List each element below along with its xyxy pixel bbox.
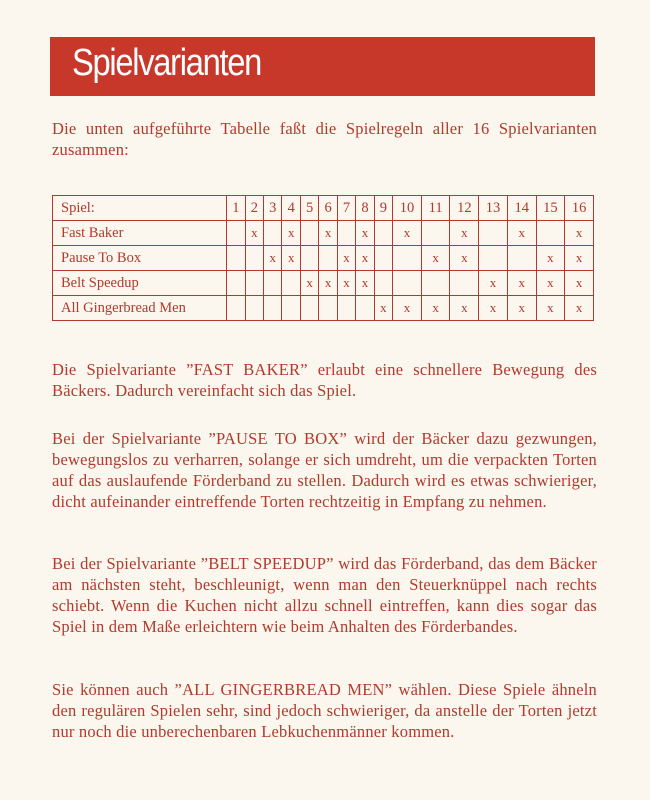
rule-cell: x	[536, 246, 565, 271]
rule-cell	[245, 271, 263, 296]
rule-cell: x	[337, 246, 355, 271]
rule-cell: x	[536, 296, 565, 321]
column-header: 14	[507, 196, 536, 221]
table-row	[53, 246, 594, 271]
page-title: Spielvarianten	[72, 42, 262, 84]
rule-cell	[337, 296, 355, 321]
table-row	[53, 271, 594, 296]
paragraph-belt-speedup: Bei der Spielvariante ”BELT SPEEDUP” wird das Förderband, das dem Bäcker am nächsten steht, beschleunigt, wenn man den Steuerknüppel nach rechts schiebt. Wenn die Kuchen nicht allzu schnell eintreffen, kann dies sogar das Spiel in dem Maße erleichtern wie beim Anhalten des Förderbandes.	[52, 554, 597, 636]
rule-cell: x	[282, 246, 300, 271]
row-label: All Gingerbread Men	[53, 296, 227, 321]
rule-cell	[536, 221, 565, 246]
column-header: 15	[536, 196, 565, 221]
column-header: 5	[300, 196, 318, 221]
rule-cell	[300, 296, 318, 321]
rule-cell	[479, 221, 508, 246]
rule-cell: x	[319, 221, 337, 246]
rule-cell: x	[565, 296, 594, 321]
column-header: 3	[264, 196, 282, 221]
rule-cell: x	[450, 221, 479, 246]
variants-table	[52, 195, 594, 321]
rule-cell: x	[300, 271, 318, 296]
rule-cell	[507, 246, 536, 271]
column-header: 11	[421, 196, 450, 221]
paragraph-pause-to-box: Bei der Spielvariante ”PAUSE TO BOX” wird der Bäcker dazu gezwungen, bewegungslos zu verharren, solange er sich umdreht, um die verpackten Torten auf das auslaufende Förderband zu stellen. Dadurch wird es etwas schwieriger, dicht aufeinander eintreffende Torten rechtzeitig in Empfang zu nehmen.	[52, 429, 597, 511]
rule-cell	[393, 246, 422, 271]
row-label: Fast Baker	[53, 221, 227, 246]
table-row	[53, 221, 594, 246]
rule-cell: x	[421, 296, 450, 321]
column-header: 4	[282, 196, 300, 221]
intro-text: Die unten aufgeführte Tabelle faßt die Spielregeln aller 16 Spielvarianten zusammen:	[52, 119, 597, 159]
paragraph-fast-baker: Die Spielvariante ”FAST BAKER” erlaubt eine schnellere Bewegung des Bäckers. Dadurch vereinfacht sich das Spiel.	[52, 360, 597, 400]
rule-cell	[337, 221, 355, 246]
rule-cell	[227, 296, 245, 321]
rule-cell: x	[356, 271, 374, 296]
column-header: 8	[356, 196, 374, 221]
rule-cell	[264, 271, 282, 296]
rule-cell: x	[374, 296, 392, 321]
column-header: 1	[227, 196, 245, 221]
rule-cell: x	[356, 246, 374, 271]
rule-cell: x	[479, 296, 508, 321]
column-header: 13	[479, 196, 508, 221]
rule-cell: x	[507, 221, 536, 246]
rule-cell	[479, 246, 508, 271]
rule-cell: x	[565, 221, 594, 246]
table-header-row	[53, 196, 594, 221]
rule-cell	[450, 271, 479, 296]
rule-cell: x	[507, 296, 536, 321]
rule-cell	[227, 246, 245, 271]
table-row	[53, 296, 594, 321]
rule-cell	[245, 246, 263, 271]
header-label: Spiel:	[53, 196, 227, 221]
column-header: 6	[319, 196, 337, 221]
rule-cell	[319, 246, 337, 271]
row-label: Belt Speedup	[53, 271, 227, 296]
rule-cell	[421, 271, 450, 296]
rule-cell	[356, 296, 374, 321]
column-header: 9	[374, 196, 392, 221]
rule-cell: x	[450, 246, 479, 271]
rule-cell	[245, 296, 263, 321]
column-header: 7	[337, 196, 355, 221]
rule-cell	[300, 246, 318, 271]
rule-cell: x	[393, 221, 422, 246]
rule-cell	[282, 271, 300, 296]
row-label: Pause To Box	[53, 246, 227, 271]
rule-cell: x	[264, 246, 282, 271]
rule-cell	[264, 221, 282, 246]
rule-cell: x	[507, 271, 536, 296]
rule-cell: x	[282, 221, 300, 246]
rule-cell: x	[479, 271, 508, 296]
rule-cell: x	[565, 271, 594, 296]
rule-cell	[300, 221, 318, 246]
column-header: 10	[393, 196, 422, 221]
paragraph-all-gingerbread-men: Sie können auch ”ALL GINGERBREAD MEN” wählen. Diese Spiele ähneln den regulären Spielen sehr, sind jedoch schwieriger, da anstelle der Torten jetzt nur noch die unberechenbaren Lebkuchenmänner kommen.	[52, 680, 597, 741]
column-header: 16	[565, 196, 594, 221]
rule-cell: x	[393, 296, 422, 321]
column-header: 12	[450, 196, 479, 221]
title-banner	[50, 37, 595, 96]
rule-cell: x	[245, 221, 263, 246]
rule-cell	[264, 296, 282, 321]
rule-cell: x	[319, 271, 337, 296]
rule-cell	[227, 271, 245, 296]
rule-cell: x	[337, 271, 355, 296]
column-header: 2	[245, 196, 263, 221]
rule-cell: x	[450, 296, 479, 321]
rule-cell	[319, 296, 337, 321]
rule-cell	[393, 271, 422, 296]
rule-cell: x	[565, 246, 594, 271]
rule-cell	[374, 271, 392, 296]
rule-cell	[374, 221, 392, 246]
rule-cell	[282, 296, 300, 321]
rule-cell: x	[421, 246, 450, 271]
rule-cell	[227, 221, 245, 246]
rule-cell: x	[536, 271, 565, 296]
rule-cell	[421, 221, 450, 246]
rule-cell: x	[356, 221, 374, 246]
rule-cell	[374, 246, 392, 271]
